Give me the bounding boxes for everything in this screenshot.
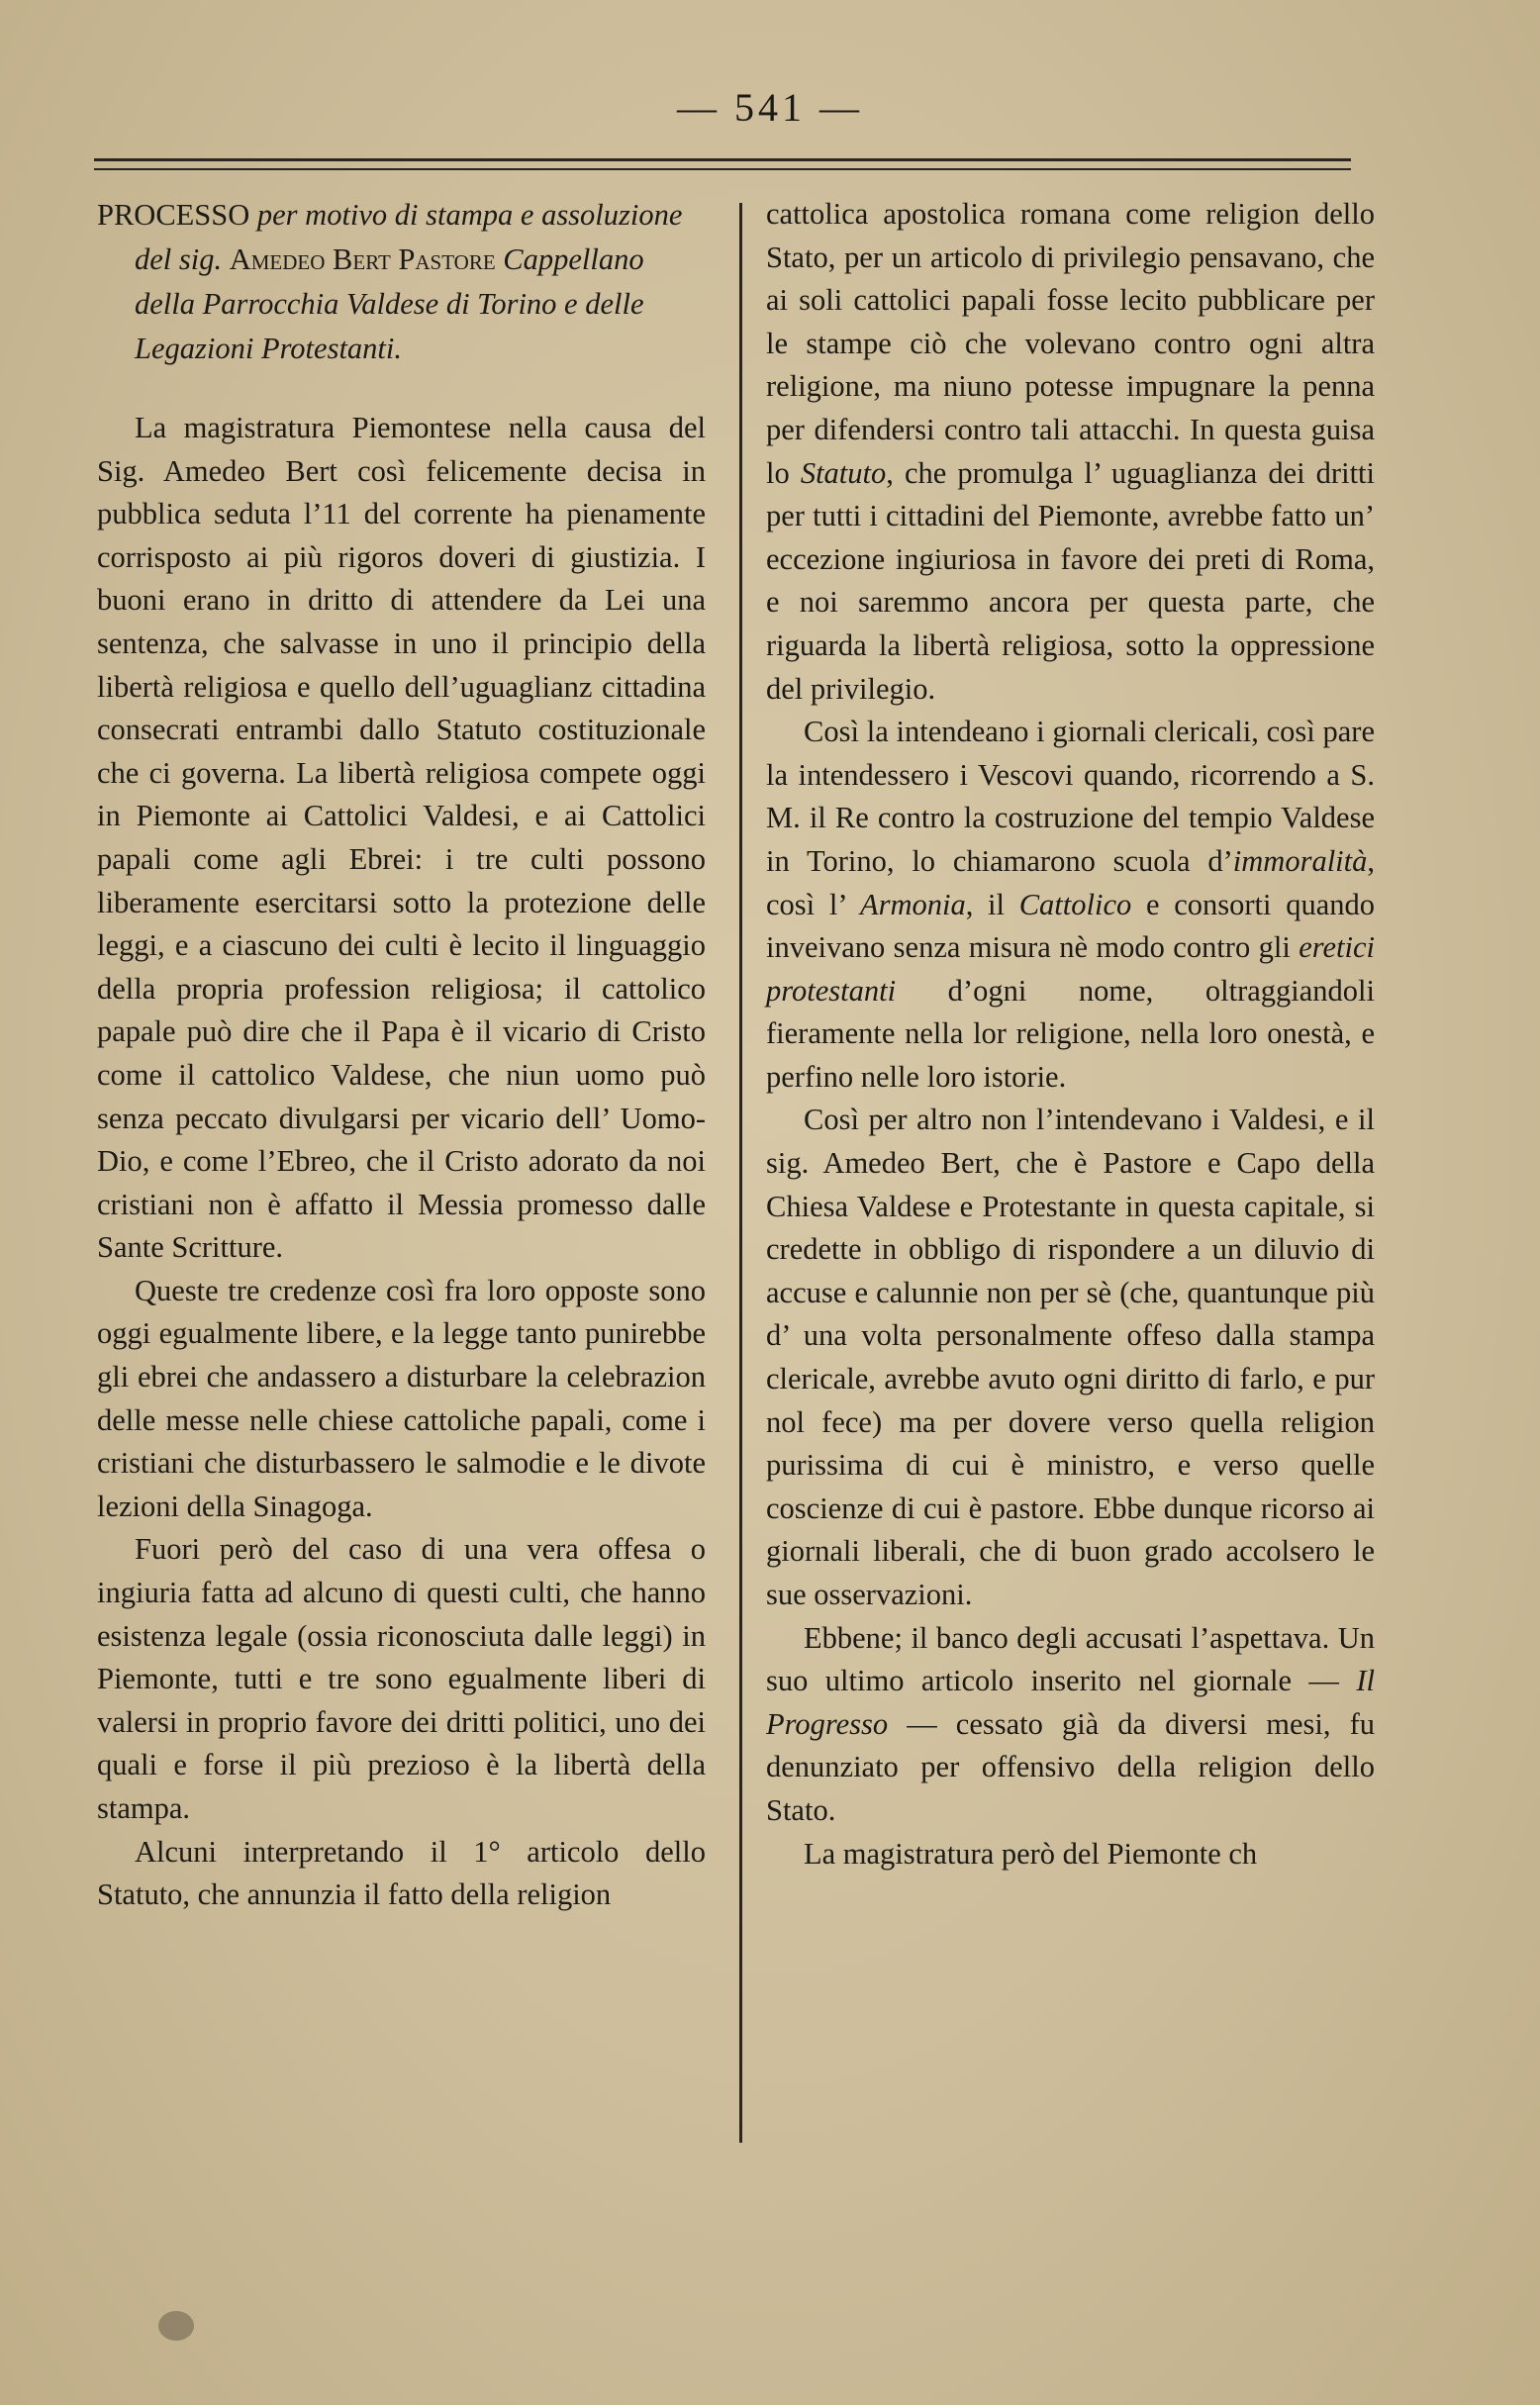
title-italic-tail: Cappellano della Parrocchia Valdese di Torino e delle Legazioni Protestanti.: [135, 242, 644, 365]
paragraph: Queste tre credenze così fra loro opposte sono oggi egualmente libere, e la legge tanto punirebbe gli ebrei che andassero a disturbare la celebrazion delle messe nelle chiese cattoliche papali, come i cristiani che disturbassero le salmodie e le divote lezioni della Sinagoga.: [97, 1273, 706, 1523]
paragraph: Così per altro non l’intendevano i Valdesi, e il sig. Amedeo Bert, che è Pastore e Capo della Chiesa Valdese e Protestante in questa capitale, si credette in obbligo di rispondere a un diluvio di accuse e calunnie non per sè (che, quantunque più d’ una volta personalmente offeso dalla stampa clericale, avrebbe avuto ogni diritto di farlo, e pur nol fece) ma per dovere verso quella religion purissima di cui è ministro, e verso quelle coscienze di cui è pastore. Ebbe dunque ricorso ai giornali liberali, che di buon grado accolsero le sue osservazioni.: [766, 1103, 1375, 1611]
title-roman: PROCESSO: [97, 198, 250, 232]
page-number: — 541 —: [677, 85, 863, 130]
header-rule: [94, 158, 1351, 170]
paragraph: La magistratura Piemontese nella causa del Sig. Amedeo Bert così felicemente decisa in pubblica seduta l’11 del corrente ha pienamente corrisposto ai più rigoros doveri di giustizia. I buoni erano in dritto di attendere da Lei una sentenza, che salvasse in uno il principio della libertà religiosa e quello dell’uguaglianz cittadina consecrati entrambi dallo Statuto costituzionale che ci governa. La libertà religiosa compete oggi in Piemonte ai Cattolici Valdesi, e ai Cattolici papali come agli Ebrei: i tre culti possono liberamente esercitarsi sotto la protezione delle leggi, e a ciascuno dei culti è lecito il linguaggio della propria profession religiosa; il cattolico papale può dire che il Papa è il vicario di Cristo come il cattolico Valdese, che niun uomo può senza peccato divulgarsi per vicario dell’ Uomo-Dio, e come l’Ebreo, che il Cristo adorato da noi cristiani non è affatto il Messia promesso dalle Sante Scritture.: [97, 411, 706, 1265]
article-title: [97, 193, 706, 371]
right-column: [766, 193, 1375, 1876]
paragraph: Ebbene; il banco degli accusati l’aspettava. Un suo ultimo articolo inserito nel giornale — Il Progresso — cessato già da diversi mesi, fu denunziato per offensivo della religion dello Stato.: [766, 1620, 1375, 1827]
paragraph: Così la intendeano i giornali clericali, così pare la intendessero i Vescovi quando, ricorrendo a S. M. il Re contro la costruzione del tempio Valdese in Torino, lo chiamarono scuola d’immoralità, così l’ Armonia, il Cattolico e consorti quando inveivano senza misura nè modo contro gli eretici protestanti d’ogni nome, oltraggiandoli fieramente nella lor religione, nella loro onestà, e perfino nelle loro istorie.: [766, 715, 1375, 1094]
ink-smudge: [158, 2311, 194, 2341]
column-divider: [739, 203, 742, 2143]
paragraph: La magistratura però del Piemonte ch: [804, 1836, 1258, 1871]
paragraph: cattolica apostolica romana come religion dello Stato, per un articolo di privilegio pensavano, che ai soli cattolici papali fosse lecito pubblicare per le stampe ciò che volevano contro ogni altra religione, ma niuno potesse impugnare la penna per difendersi contro tali attacchi. In questa guisa lo Statuto, che promulga l’ uguaglianza dei dritti per tutti i cittadini del Piemonte, avrebbe fatto un’ eccezione ingiuriosa in favore dei preti di Roma, e noi saremmo ancora per questa parte, che riguarda la libertà religiosa, sotto la oppressione del privilegio.: [766, 197, 1375, 706]
left-column: [97, 193, 706, 1917]
paragraph: Alcuni interpretando il 1° articolo dello Statuto, che annunzia il fatto della religion: [97, 1834, 706, 1912]
title-italic: per motivo di stampa e assoluzione del sig.: [135, 198, 683, 276]
paragraph: Fuori però del caso di una vera offesa o ingiuria fatta ad alcuno di questi culti, che hanno esistenza legale (ossia riconosciuta dalle leggi) in Piemonte, tutti e tre sono egualmente liberi di valersi in proprio favore dei dritti politici, uno dei quali e forse il più prezioso è la libertà della stampa.: [97, 1532, 706, 1825]
title-name: Amedeo Bert Pastore: [229, 242, 496, 276]
